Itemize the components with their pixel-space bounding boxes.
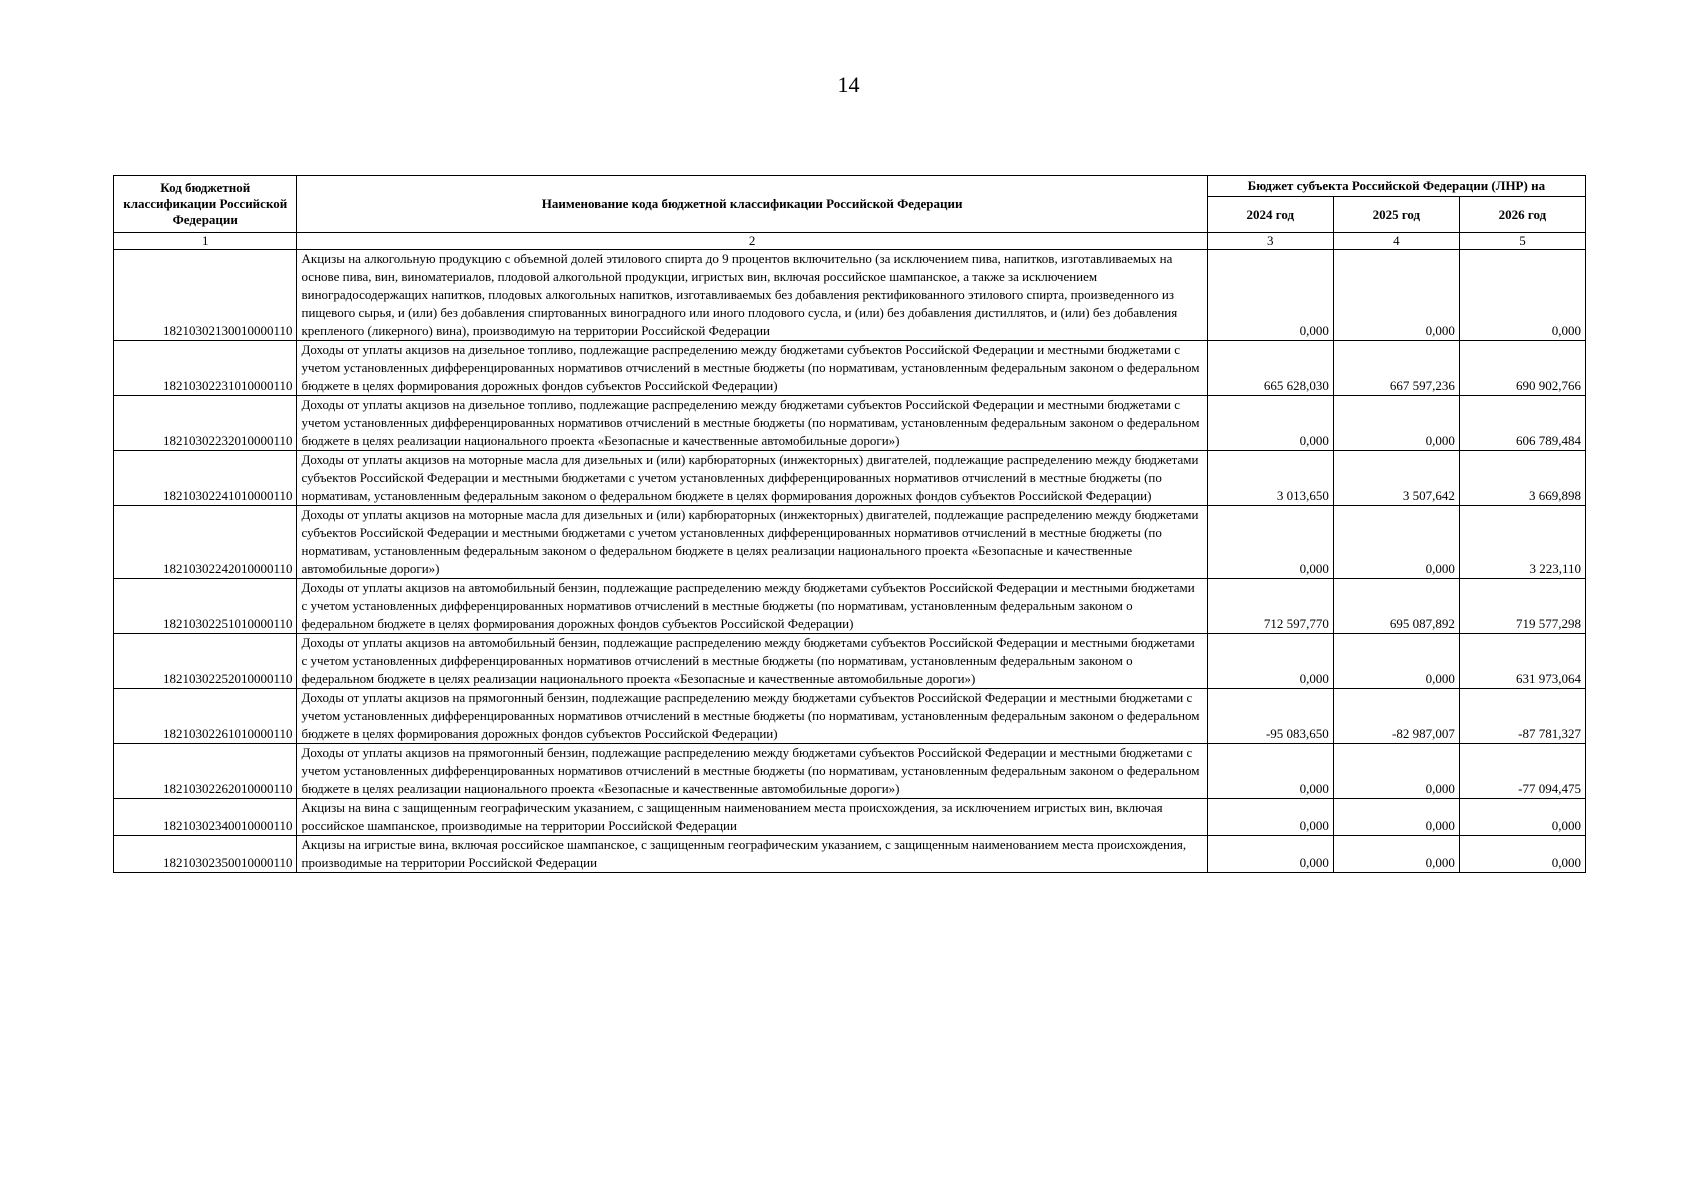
value-2026-cell: 690 902,766 (1459, 341, 1585, 396)
budget-code-name-cell: Доходы от уплаты акцизов на дизельное топливо, подлежащие распределению между бюджетами субъектов Российской Федерации и местными бюджетами с учетом установленных дифференцированных нормативов отчислений в местные бюджеты (по нормативам, установленным федеральным законом о федеральном бюджете в целях реализации национального проекта «Безопасные и качественные автомобильные дороги») (297, 396, 1207, 451)
header-code: Код бюджетной классификации Российской Федерации (114, 176, 297, 233)
value-2025-cell: 0,000 (1333, 799, 1459, 836)
value-2026-cell: 3 669,898 (1459, 451, 1585, 506)
table-row (114, 744, 1586, 799)
value-2026-cell: 0,000 (1459, 799, 1585, 836)
header-budget: Бюджет субъекта Российской Федерации (ЛНР) на (1207, 176, 1585, 197)
header-name: Наименование кода бюджетной классификации Российской Федерации (297, 176, 1207, 233)
budget-code-cell: 18210302232010000110 (114, 396, 297, 451)
table-row (114, 836, 1586, 873)
table-row (114, 799, 1586, 836)
value-2024-cell: 665 628,030 (1207, 341, 1333, 396)
budget-code-cell: 18210302252010000110 (114, 634, 297, 689)
budget-code-cell: 18210302231010000110 (114, 341, 297, 396)
table-row (114, 634, 1586, 689)
value-2026-cell: 0,000 (1459, 250, 1585, 341)
header-year-2024: 2024 год (1207, 197, 1333, 233)
table-row (114, 579, 1586, 634)
value-2025-cell: 0,000 (1333, 506, 1459, 579)
budget-code-cell: 18210302350010000110 (114, 836, 297, 873)
budget-code-name-cell: Акцизы на алкогольную продукцию с объемной долей этилового спирта до 9 процентов включительно (за исключением пива, напитков, изготавливаемых на основе пива, вин, виноматериалов, плодовой алкогольной продукции, игристых вин, включая российское шампанское, а также за исключением виноградосодержащих напитков, плодовых алкогольных напитков, изготавливаемых без добавления ректификованного этилового спирта, произведенного из пищевого сырья, и (или) без добавления спиртованных виноградного или иного плодового сусла, и (или) без добавления дистиллятов, и (или) без добавления крепленого (ликерного) вина), производимую на территории Российской Федерации (297, 250, 1207, 341)
budget-code-name-cell: Акцизы на вина с защищенным географическим указанием, с защищенным наименованием места происхождения, за исключением игристых вин, включая российское шампанское, производимые на территории Российской Федерации (297, 799, 1207, 836)
table-row (114, 689, 1586, 744)
column-number: 5 (1459, 233, 1585, 250)
value-2025-cell: 0,000 (1333, 744, 1459, 799)
value-2025-cell: 0,000 (1333, 250, 1459, 341)
value-2026-cell: -77 094,475 (1459, 744, 1585, 799)
value-2025-cell: 695 087,892 (1333, 579, 1459, 634)
value-2026-cell: -87 781,327 (1459, 689, 1585, 744)
value-2026-cell: 631 973,064 (1459, 634, 1585, 689)
budget-code-name-cell: Доходы от уплаты акцизов на автомобильный бензин, подлежащие распределению между бюджетами субъектов Российской Федерации и местными бюджетами с учетом установленных дифференцированных нормативов отчислений в местные бюджеты (по нормативам, установленным федеральным законом о федеральном бюджете в целях реализации национального проекта «Безопасные и качественные автомобильные дороги») (297, 634, 1207, 689)
budget-code-name-cell: Доходы от уплаты акцизов на моторные масла для дизельных и (или) карбюраторных (инжекторных) двигателей, подлежащие распределению между бюджетами субъектов Российской Федерации и местными бюджетами с учетом установленных дифференцированных нормативов отчислений в местные бюджеты (по нормативам, установленным федеральным законом о федеральном бюджете в целях формирования дорожных фондов субъектов Российской Федерации) (297, 451, 1207, 506)
table-row (114, 396, 1586, 451)
value-2025-cell: 0,000 (1333, 396, 1459, 451)
value-2024-cell: 0,000 (1207, 250, 1333, 341)
value-2026-cell: 719 577,298 (1459, 579, 1585, 634)
column-number: 3 (1207, 233, 1333, 250)
table-row (114, 341, 1586, 396)
column-number: 2 (297, 233, 1207, 250)
header-year-2025: 2025 год (1333, 197, 1459, 233)
budget-code-cell: 18210302251010000110 (114, 579, 297, 634)
value-2026-cell: 3 223,110 (1459, 506, 1585, 579)
value-2026-cell: 606 789,484 (1459, 396, 1585, 451)
budget-code-cell: 18210302242010000110 (114, 506, 297, 579)
value-2024-cell: 0,000 (1207, 799, 1333, 836)
budget-code-cell: 18210302261010000110 (114, 689, 297, 744)
budget-code-name-cell: Доходы от уплаты акцизов на автомобильный бензин, подлежащие распределению между бюджетами субъектов Российской Федерации и местными бюджетами с учетом установленных дифференцированных нормативов отчислений в местные бюджеты (по нормативам, установленным федеральным законом о федеральном бюджете в целях формирования дорожных фондов субъектов Российской Федерации) (297, 579, 1207, 634)
column-number: 1 (114, 233, 297, 250)
column-number: 4 (1333, 233, 1459, 250)
budget-code-name-cell: Доходы от уплаты акцизов на прямогонный бензин, подлежащие распределению между бюджетами субъектов Российской Федерации и местными бюджетами с учетом установленных дифференцированных нормативов отчислений в местные бюджеты (по нормативам, установленным федеральным законом о федеральном бюджете в целях реализации национального проекта «Безопасные и качественные автомобильные дороги») (297, 744, 1207, 799)
budget-code-name-cell: Доходы от уплаты акцизов на дизельное топливо, подлежащие распределению между бюджетами субъектов Российской Федерации и местными бюджетами с учетом установленных дифференцированных нормативов отчислений в местные бюджеты (по нормативам, установленным федеральным законом о федеральном бюджете в целях формирования дорожных фондов субъектов Российской Федерации) (297, 341, 1207, 396)
value-2025-cell: 3 507,642 (1333, 451, 1459, 506)
column-numbers-row (114, 233, 1586, 250)
budget-code-cell: 18210302130010000110 (114, 250, 297, 341)
value-2024-cell: 0,000 (1207, 506, 1333, 579)
value-2024-cell: -95 083,650 (1207, 689, 1333, 744)
value-2024-cell: 3 013,650 (1207, 451, 1333, 506)
value-2024-cell: 0,000 (1207, 634, 1333, 689)
value-2025-cell: -82 987,007 (1333, 689, 1459, 744)
value-2025-cell: 0,000 (1333, 836, 1459, 873)
table-row (114, 250, 1586, 341)
value-2024-cell: 0,000 (1207, 744, 1333, 799)
budget-code-name-cell: Акцизы на игристые вина, включая российское шампанское, с защищенным географическим указанием, с защищенным наименованием места происхождения, производимые на территории Российской Федерации (297, 836, 1207, 873)
budget-code-cell: 18210302262010000110 (114, 744, 297, 799)
value-2024-cell: 712 597,770 (1207, 579, 1333, 634)
table-row (114, 451, 1586, 506)
budget-code-name-cell: Доходы от уплаты акцизов на моторные масла для дизельных и (или) карбюраторных (инжекторных) двигателей, подлежащие распределению между бюджетами субъектов Российской Федерации и местными бюджетами с учетом установленных дифференцированных нормативов отчислений в местные бюджеты (по нормативам, установленным федеральным законом о федеральном бюджете в целях реализации национального проекта «Безопасные и качественные автомобильные дороги») (297, 506, 1207, 579)
page-number: 14 (837, 72, 860, 97)
value-2024-cell: 0,000 (1207, 836, 1333, 873)
value-2024-cell: 0,000 (1207, 396, 1333, 451)
header-row-top (114, 176, 1586, 197)
table-row (114, 506, 1586, 579)
value-2026-cell: 0,000 (1459, 836, 1585, 873)
budget-code-name-cell: Доходы от уплаты акцизов на прямогонный бензин, подлежащие распределению между бюджетами субъектов Российской Федерации и местными бюджетами с учетом установленных дифференцированных нормативов отчислений в местные бюджеты (по нормативам, установленным федеральным законом о федеральном бюджете в целях формирования дорожных фондов субъектов Российской Федерации) (297, 689, 1207, 744)
value-2025-cell: 0,000 (1333, 634, 1459, 689)
budget-table (113, 175, 1586, 873)
budget-code-cell: 18210302241010000110 (114, 451, 297, 506)
budget-code-cell: 18210302340010000110 (114, 799, 297, 836)
value-2025-cell: 667 597,236 (1333, 341, 1459, 396)
header-year-2026: 2026 год (1459, 197, 1585, 233)
